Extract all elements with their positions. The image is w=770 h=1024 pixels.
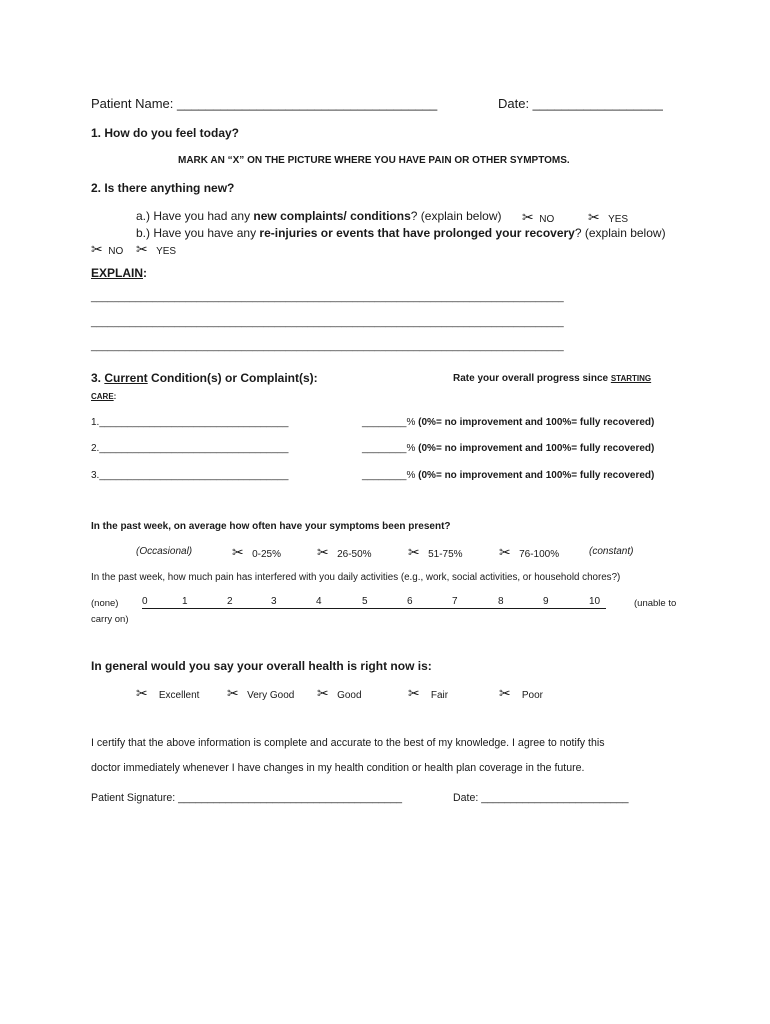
health-option-excellent[interactable]: ✂ Excellent — [136, 685, 200, 701]
scale-7[interactable]: 7 — [452, 596, 458, 607]
checkbox-icon[interactable]: ✂ — [588, 209, 600, 225]
q2a-no-option[interactable]: ✂ NO — [522, 209, 555, 225]
health-option-good[interactable]: ✂ Good — [317, 685, 362, 701]
frequency-option-51-75[interactable]: ✂ 51-75% — [408, 544, 463, 560]
scale-0[interactable]: 0 — [142, 596, 148, 607]
condition-line-1[interactable]: 1.__________________________________ — [91, 417, 289, 428]
scale-3[interactable]: 3 — [271, 596, 277, 607]
scale-2[interactable]: 2 — [227, 596, 233, 607]
progress-percent-2[interactable]: ________% (0%= no improvement and 100%= fully recovered) — [362, 443, 655, 454]
checkbox-icon[interactable]: ✂ — [227, 685, 239, 701]
frequency-option-76-100[interactable]: ✂ 76-100% — [499, 544, 560, 560]
progress-percent-1[interactable]: ________% (0%= no improvement and 100%= fully recovered) — [362, 417, 655, 428]
checkbox-icon[interactable]: ✂ — [317, 685, 329, 701]
checkbox-icon[interactable]: ✂ — [232, 544, 244, 560]
signature-field[interactable]: Patient Signature: ______________________________________ — [91, 792, 403, 804]
condition-line-3[interactable]: 3.__________________________________ — [91, 470, 289, 481]
explain-line[interactable]: _____________________________________________________________________________________ — [91, 292, 564, 303]
certify-text-line-1: I certify that the above information is complete and accurate to the best of my knowledge. I agree to notify this — [91, 737, 605, 749]
explain-line[interactable]: _____________________________________________________________________________________ — [91, 317, 564, 328]
frequency-option-26-50[interactable]: ✂ 26-50% — [317, 544, 372, 560]
scale-4[interactable]: 4 — [316, 596, 322, 607]
health-option-very-good[interactable]: ✂ Very Good — [227, 685, 295, 701]
checkbox-icon[interactable]: ✂ — [136, 685, 148, 701]
rate-progress-label-cont: CARE: — [91, 392, 117, 401]
q2b-yes-option[interactable]: ✂ YES — [136, 241, 177, 257]
occasional-label: (Occasional) — [136, 546, 193, 557]
checkbox-icon[interactable]: ✂ — [499, 544, 511, 560]
q2a-yes-option[interactable]: ✂ YES — [588, 209, 629, 225]
q2a-text: a.) Have you had any new complaints/ conditions? (explain below) — [136, 209, 502, 223]
certify-text-line-2: doctor immediately whenever I have changes in my health condition or health plan coverage in the future. — [91, 762, 585, 774]
frequency-question: In the past week, on average how often have your symptoms been present? — [91, 521, 451, 532]
condition-line-2[interactable]: 2.__________________________________ — [91, 443, 289, 454]
checkbox-icon[interactable]: ✂ — [91, 241, 103, 257]
health-option-fair[interactable]: ✂ Fair — [408, 685, 449, 701]
question-2-title: 2. Is there anything new? — [91, 181, 235, 195]
health-option-poor[interactable]: ✂ Poor — [499, 685, 543, 701]
scale-none-label: (none) — [91, 598, 119, 609]
scale-underline — [142, 608, 606, 609]
explain-line[interactable]: _____________________________________________________________________________________ — [91, 341, 564, 352]
scale-6[interactable]: 6 — [407, 596, 413, 607]
scale-unable-label-cont: carry on) — [91, 614, 129, 625]
scale-9[interactable]: 9 — [543, 596, 549, 607]
checkbox-icon[interactable]: ✂ — [499, 685, 511, 701]
scale-10[interactable]: 10 — [589, 596, 601, 607]
progress-percent-3[interactable]: ________% (0%= no improvement and 100%= fully recovered) — [362, 470, 655, 481]
question-3-title: 3. Current Condition(s) or Complaint(s): — [91, 371, 318, 385]
rate-progress-label: Rate your overall progress since STARTING — [453, 373, 652, 384]
frequency-option-0-25[interactable]: ✂ 0-25% — [232, 544, 281, 560]
constant-label: (constant) — [589, 546, 634, 557]
question-1-title: 1. How do you feel today? — [91, 126, 240, 140]
patient-name-field[interactable]: Patient Name: ____________________________________ — [91, 96, 438, 111]
checkbox-icon[interactable]: ✂ — [136, 241, 148, 257]
scale-unable-label: (unable to — [634, 598, 677, 609]
q2b-no-option[interactable]: ✂ NO — [91, 241, 124, 257]
date-field[interactable]: Date: __________________ — [498, 96, 663, 111]
interference-question: In the past week, how much pain has interfered with you daily activities (e.g., work, social activities, or household chores?) — [91, 572, 621, 583]
checkbox-icon[interactable]: ✂ — [317, 544, 329, 560]
checkbox-icon[interactable]: ✂ — [408, 544, 420, 560]
checkbox-icon[interactable]: ✂ — [522, 209, 534, 225]
checkbox-icon[interactable]: ✂ — [408, 685, 420, 701]
q2b-text: b.) Have you have any re-injuries or events that have prolonged your recovery? (explain below) — [136, 226, 666, 240]
health-question: In general would you say your overall health is right now is: — [91, 659, 432, 673]
q1-instruction: MARK AN “X” ON THE PICTURE WHERE YOU HAVE PAIN OR OTHER SYMPTOMS. — [178, 155, 570, 166]
explain-label: EXPLAIN: — [91, 266, 148, 280]
signature-date-field[interactable]: Date: _________________________ — [453, 792, 629, 804]
scale-1[interactable]: 1 — [182, 596, 188, 607]
scale-8[interactable]: 8 — [498, 596, 504, 607]
scale-5[interactable]: 5 — [362, 596, 368, 607]
